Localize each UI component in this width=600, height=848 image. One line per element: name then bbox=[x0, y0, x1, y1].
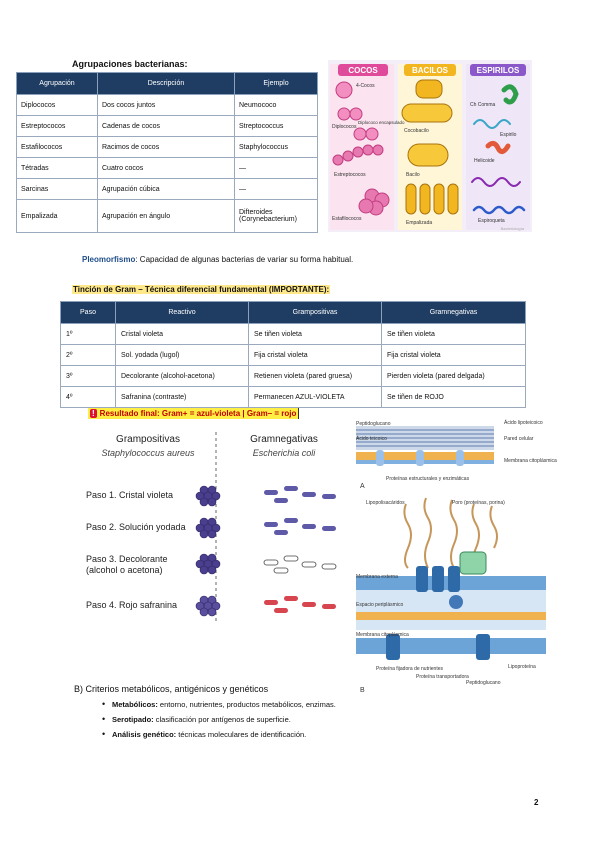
gram-reagent: Safranina (contraste) bbox=[116, 387, 249, 408]
grouping-example: Neumococo bbox=[235, 95, 318, 116]
table-row bbox=[17, 158, 318, 179]
wall-label-b: Lipopolisacáridos bbox=[366, 500, 405, 506]
gram-col-header: Grampositivas bbox=[249, 302, 382, 324]
grouping-name: Tétradas bbox=[17, 158, 98, 179]
pleomorfismo-definition bbox=[82, 255, 353, 264]
criteria-term: Análisis genético: bbox=[112, 730, 177, 739]
wall-label-b: Membrana externa bbox=[356, 574, 398, 580]
cell-wall-diagram bbox=[356, 416, 557, 696]
grouping-example: Staphylococcus bbox=[235, 137, 318, 158]
grouping-name: Estreptococos bbox=[17, 116, 98, 137]
gram-positive-result: Fija cristal violeta bbox=[249, 345, 382, 366]
page-number: 2 bbox=[534, 798, 539, 807]
grouping-name: Sarcinas bbox=[17, 179, 98, 200]
figure-neg-species: Escherichia coli bbox=[252, 448, 316, 458]
grouping-name: Empalizada bbox=[17, 200, 98, 233]
gram-col-header: Paso bbox=[61, 302, 116, 324]
bacilo-label: Cocobacilo bbox=[404, 128, 429, 134]
table-row bbox=[61, 345, 526, 366]
espirilo-label: Espiroqueta bbox=[478, 218, 505, 224]
figure-pos-species: Staphylococcus aureus bbox=[101, 448, 195, 458]
wall-label-b: Proteína transportadora bbox=[416, 674, 469, 680]
table-row bbox=[61, 387, 526, 408]
grouping-description: Racimos de cocos bbox=[98, 137, 235, 158]
coco-label: 4-Cocos bbox=[356, 83, 375, 89]
groupings-col-header: Ejemplo bbox=[235, 73, 318, 95]
figure-step-label: Paso 4. Rojo safranina bbox=[86, 600, 178, 610]
grouping-example: — bbox=[235, 158, 318, 179]
porin-proteins bbox=[416, 566, 460, 592]
groupings-heading: Agrupaciones bacterianas: bbox=[72, 59, 188, 69]
panel-a-label: A bbox=[360, 483, 365, 490]
ecoli-rods-violet bbox=[264, 518, 336, 535]
grouping-description: Dos cocos juntos bbox=[98, 95, 235, 116]
pleomorfismo-term: Pleomorfismo bbox=[82, 255, 136, 264]
grouping-name: Estafilococos bbox=[17, 137, 98, 158]
gram-negative-result: Pierden violeta (pared delgada) bbox=[382, 366, 526, 387]
grouping-description: Cadenas de cocos bbox=[98, 116, 235, 137]
grouping-description: Agrupación cúbica bbox=[98, 179, 235, 200]
wall-label-a: Pared celular bbox=[504, 436, 534, 442]
gram-negative-result: Fija cristal violeta bbox=[382, 345, 526, 366]
figure-step-label: Paso 3. Decolorante bbox=[86, 554, 168, 564]
gram-negative-result: Se tiñen de ROJO bbox=[382, 387, 526, 408]
table-row bbox=[61, 366, 526, 387]
panel-b-label: B bbox=[360, 687, 365, 694]
gram-step: 4º bbox=[61, 387, 116, 408]
grouping-description: Agrupación en ángulo bbox=[98, 200, 235, 233]
wall-label-b: Espacio periplásmico bbox=[356, 602, 404, 608]
criteria-text: técnicas moleculares de identificación. bbox=[176, 730, 307, 739]
gram-col-header: Reactivo bbox=[116, 302, 249, 324]
ecoli-rods-clear bbox=[264, 556, 336, 573]
coco-label: Estafilococos bbox=[332, 216, 362, 222]
figure-step-label: Paso 2. Solución yodada bbox=[86, 522, 186, 532]
warning-icon: ! bbox=[92, 409, 95, 418]
groupings-col-header: Agrupación bbox=[17, 73, 98, 95]
binding-protein bbox=[449, 595, 463, 609]
table-row bbox=[17, 179, 318, 200]
ecoli-rods-violet bbox=[264, 486, 336, 503]
wall-label-a: Peptidoglucano bbox=[356, 421, 391, 427]
gram-reagent: Decolorante (alcohol-acetona) bbox=[116, 366, 249, 387]
espirilo-label: Espirilo bbox=[500, 132, 517, 138]
gram-stain-steps-figure bbox=[76, 428, 360, 660]
table-row bbox=[17, 200, 318, 233]
grouping-example: Streptococcus bbox=[235, 116, 318, 137]
criteria-list bbox=[112, 700, 336, 745]
pore-protein bbox=[460, 552, 486, 574]
gram-positive-result: Retienen violeta (pared gruesa) bbox=[249, 366, 382, 387]
list-item bbox=[112, 730, 336, 745]
criteria-text: entorno, nutrientes, productos metabólicos, enzimas. bbox=[157, 700, 336, 709]
gram-positive-result: Permanecen AZUL-VIOLETA bbox=[249, 387, 382, 408]
grouping-description: Cuatro cocos bbox=[98, 158, 235, 179]
list-item bbox=[112, 715, 336, 730]
coco-label: Estreptococos bbox=[334, 172, 366, 178]
figure-step-label: Paso 1. Cristal violeta bbox=[86, 490, 174, 500]
pleomorfismo-text: : Capacidad de algunas bacterias de variar su forma habitual. bbox=[135, 255, 354, 264]
table-row bbox=[17, 95, 318, 116]
bacilo-label: Empalizada bbox=[406, 220, 433, 226]
criteria-term: Serotipado: bbox=[112, 715, 154, 724]
table-row bbox=[17, 137, 318, 158]
wall-label-a: Membrana citoplásmica bbox=[504, 458, 557, 464]
ecoli-rods-red bbox=[264, 596, 336, 613]
wall-label-b: Proteína fijadora de nutrientes bbox=[376, 666, 443, 672]
figure-neg-title: Gramnegativas bbox=[250, 434, 318, 445]
coco-label: Diplococos bbox=[332, 124, 357, 130]
gram-positive-result: Se tiñen violeta bbox=[249, 324, 382, 345]
gram-stain-table bbox=[60, 301, 526, 408]
bacilo-label: Bacilo bbox=[406, 172, 420, 178]
espirilos-header: ESPIRILOS bbox=[476, 66, 520, 75]
gram-result-alert bbox=[88, 408, 299, 419]
wall-label-b: Membrana citoplásmica bbox=[356, 632, 409, 638]
grouping-example: Difteroides (Corynebacterium) bbox=[235, 200, 318, 233]
gram-reagent: Cristal violeta bbox=[116, 324, 249, 345]
illustration-watermark: Bacteriología bbox=[500, 226, 524, 231]
figure-pos-title: Grampositivas bbox=[116, 434, 180, 445]
espirilo-label: Ch Comma bbox=[470, 102, 496, 108]
criteria-text: clasificación por antígenos de superficie. bbox=[153, 715, 291, 724]
bacterial-morphology-illustration bbox=[328, 60, 532, 232]
wall-label-b: Peptidoglucano bbox=[466, 680, 501, 686]
gram-step: 1º bbox=[61, 324, 116, 345]
wall-label-b: Lipoproteína bbox=[508, 664, 536, 670]
gram-reagent: Sol. yodada (lugol) bbox=[116, 345, 249, 366]
grouping-name: Diplococos bbox=[17, 95, 98, 116]
wall-label-a: Ácido lipoteicoico bbox=[504, 420, 543, 426]
gram-heading: Tinción de Gram – Técnica diferencial fundamental (IMPORTANTE): bbox=[73, 285, 330, 294]
espirilo-label: Helicoide bbox=[474, 158, 495, 164]
gram-step: 3º bbox=[61, 366, 116, 387]
table-row bbox=[61, 324, 526, 345]
gram-negative-result: Se tiñen violeta bbox=[382, 324, 526, 345]
wall-label-a: Proteínas estructurales y enzimáticas bbox=[386, 476, 470, 482]
gram-result-text: Resultado final: Gram+ = azul-violeta | Gram– = rojo bbox=[99, 409, 297, 418]
figure-step-note: (alcohol o acetona) bbox=[86, 565, 163, 575]
wall-label-b: Poro (proteínas, porina) bbox=[452, 500, 505, 506]
criteria-term: Metabólicos: bbox=[112, 700, 158, 709]
table-row bbox=[17, 116, 318, 137]
groupings-col-header: Descripción bbox=[98, 73, 235, 95]
groupings-table bbox=[16, 72, 318, 233]
criteria-heading: B) Criterios metabólicos, antigénicos y genéticos bbox=[74, 684, 269, 694]
bacilos-header: BACILOS bbox=[412, 66, 448, 75]
coco-label: Diplococo encapsulado bbox=[358, 120, 405, 125]
wall-label-a: Ácido teicoico bbox=[356, 436, 387, 442]
list-item bbox=[112, 700, 336, 715]
grouping-example: — bbox=[235, 179, 318, 200]
gram-step: 2º bbox=[61, 345, 116, 366]
cocos-header: COCOS bbox=[348, 66, 378, 75]
gram-col-header: Gramnegativas bbox=[382, 302, 526, 324]
